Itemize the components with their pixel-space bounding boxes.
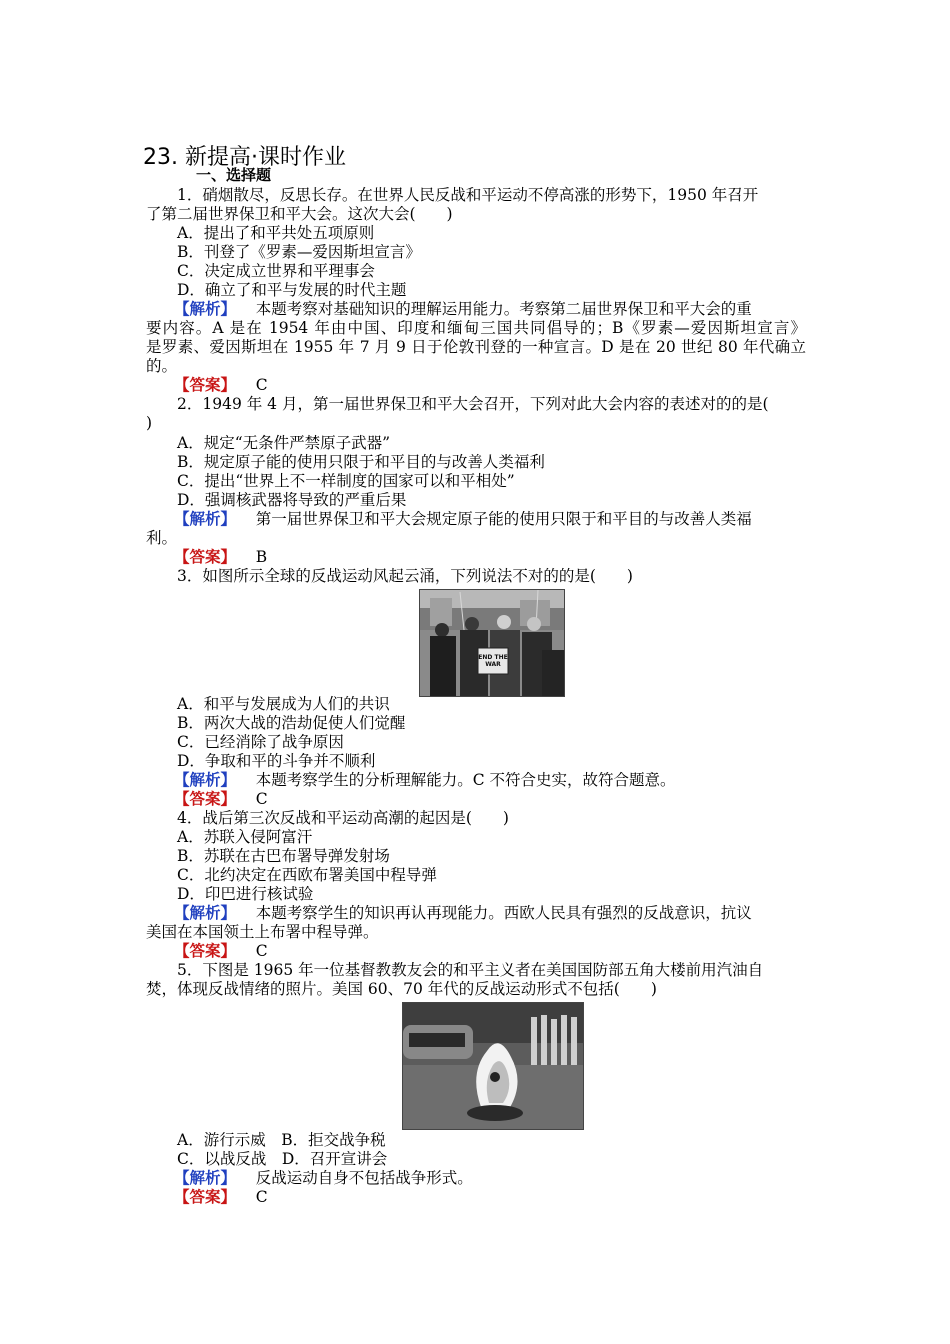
q2-option-c: C．提出“世界上不一样制度的国家可以和平相处” [177,472,515,490]
q1-option-c: C．决定成立世界和平理事会 [177,262,375,280]
q2-explanation-line1 [174,510,806,529]
q4-explanation-text: 本题考察学生的知识再认再现能力。西欧人民具有强烈的反战意识，抗议 [255,904,752,922]
daan-tag: 【答案】 [174,1188,237,1206]
daan-tag: 【答案】 [174,548,237,566]
anti-war-protest-photo [419,589,565,697]
jiexi-tag: 【解析】 [174,904,237,922]
jiexi-tag: 【解析】 [174,1169,237,1187]
q2-option-b: B．规定原子能的使用只限于和平目的与改善人类福利 [177,453,545,471]
q1-explanation-line3: 是罗素、爱因斯坦在 1955 年 7 月 9 日于伦敦刊登的一种宣言。D 是在 20 世纪 80 年代确立 [146,338,806,356]
daan-tag: 【答案】 [174,790,237,808]
q1-option-b: B．刊登了《罗素—爱因斯坦宣言》 [177,243,421,261]
q5-answer [174,1188,268,1207]
q2-answer-value: B [255,548,268,566]
q4-stem: 4．战后第三次反战和平运动高潮的起因是( ) [177,809,509,827]
q1-explanation-line4: 的。 [146,357,178,375]
q3-answer [174,790,268,809]
q4-option-b: B．苏联在古巴布署导弹发射场 [177,847,390,865]
q4-option-d: D．印巴进行核试验 [177,885,314,903]
q1-option-d: D．确立了和平与发展的时代主题 [177,281,407,299]
section-heading: 一、选择题 [196,166,272,184]
q4-answer-value: C [255,942,268,960]
q3-answer-value: C [255,790,268,808]
jiexi-tag: 【解析】 [174,771,237,789]
q3-explanation [174,771,676,790]
q2-option-a: A．规定“无条件严禁原子武器” [177,434,391,452]
q4-explanation-line1 [174,904,806,923]
q2-stem-line1: 2．1949 年 4 月，第一届世界保卫和平大会召开，下列对此大会内容的表述对的的是( [177,395,769,413]
q2-option-d: D．强调核武器将导致的严重后果 [177,491,407,509]
q3-explanation-text: 本题考察学生的分析理解能力。C 不符合史实，故符合题意。 [255,771,676,789]
q1-option-a: A．提出了和平共处五项原则 [177,224,375,242]
jiexi-tag: 【解析】 [174,510,237,528]
q5-options-cd: C．以战反战 D．召开宣讲会 [177,1150,388,1168]
q3-option-b: B．两次大战的浩劫促使人们觉醒 [177,714,406,732]
q1-stem-line1: 1．硝烟散尽，反思长存。在世界人民反战和平运动不停高涨的形势下，1950 年召开 [177,186,759,204]
q4-answer [174,942,268,961]
q5-stem-line1: 5．下图是 1965 年一位基督教教友会的和平主义者在美国国防部五角大楼前用汽油自 [177,961,764,979]
q3-option-d: D．争取和平的斗争并不顺利 [177,752,376,770]
q3-option-a: A．和平与发展成为人们的共识 [177,695,390,713]
q4-explanation-line2: 美国在本国领土上布署中程导弹。 [146,923,379,941]
jiexi-tag: 【解析】 [174,300,237,318]
protest-photo-illustration [420,590,564,696]
daan-tag: 【答案】 [174,942,237,960]
q1-answer [174,376,268,395]
q3-option-c: C．已经消除了战争原因 [177,733,344,751]
q1-explanation-text: 本题考察对基础知识的理解运用能力。考察第二届世界保卫和平大会的重 [255,300,752,318]
q2-answer [174,548,267,567]
q1-explanation-line1 [174,300,806,319]
q5-answer-value: C [255,1188,268,1206]
q3-stem: 3．如图所示全球的反战运动风起云涌，下列说法不对的的是( ) [177,567,633,585]
self-immolation-photo [402,1002,584,1130]
q2-explanation-line2: 利。 [146,529,178,547]
q5-explanation-text: 反战运动自身不包括战争形式。 [255,1169,473,1187]
q1-stem-line2: 了第二届世界保卫和平大会。这次大会( ) [146,205,453,223]
q2-stem-line2: ) [146,414,153,432]
q4-option-a: A．苏联入侵阿富汗 [177,828,313,846]
q5-stem-line2: 焚，体现反战情绪的照片。美国 60、70 年代的反战运动形式不包括( ) [146,980,657,998]
q1-explanation-line2: 要内容。A 是在 1954 年由中国、印度和缅甸三国共同倡导的；B《罗素—爱因斯坦宣言》 [146,319,806,337]
q5-options-ab: A．游行示威 B．拒交战争税 [177,1131,386,1149]
immolation-photo-illustration [403,1003,583,1129]
q1-answer-value: C [255,376,268,394]
q5-explanation [174,1169,473,1188]
q2-explanation-text: 第一届世界保卫和平大会规定原子能的使用只限于和平目的与改善人类福 [255,510,752,528]
daan-tag: 【答案】 [174,376,237,394]
document-title: 23. 新提高·课时作业 [143,145,346,170]
q4-option-c: C．北约决定在西欧布署美国中程导弹 [177,866,437,884]
protest-sign-text: END THE WAR [478,654,508,668]
